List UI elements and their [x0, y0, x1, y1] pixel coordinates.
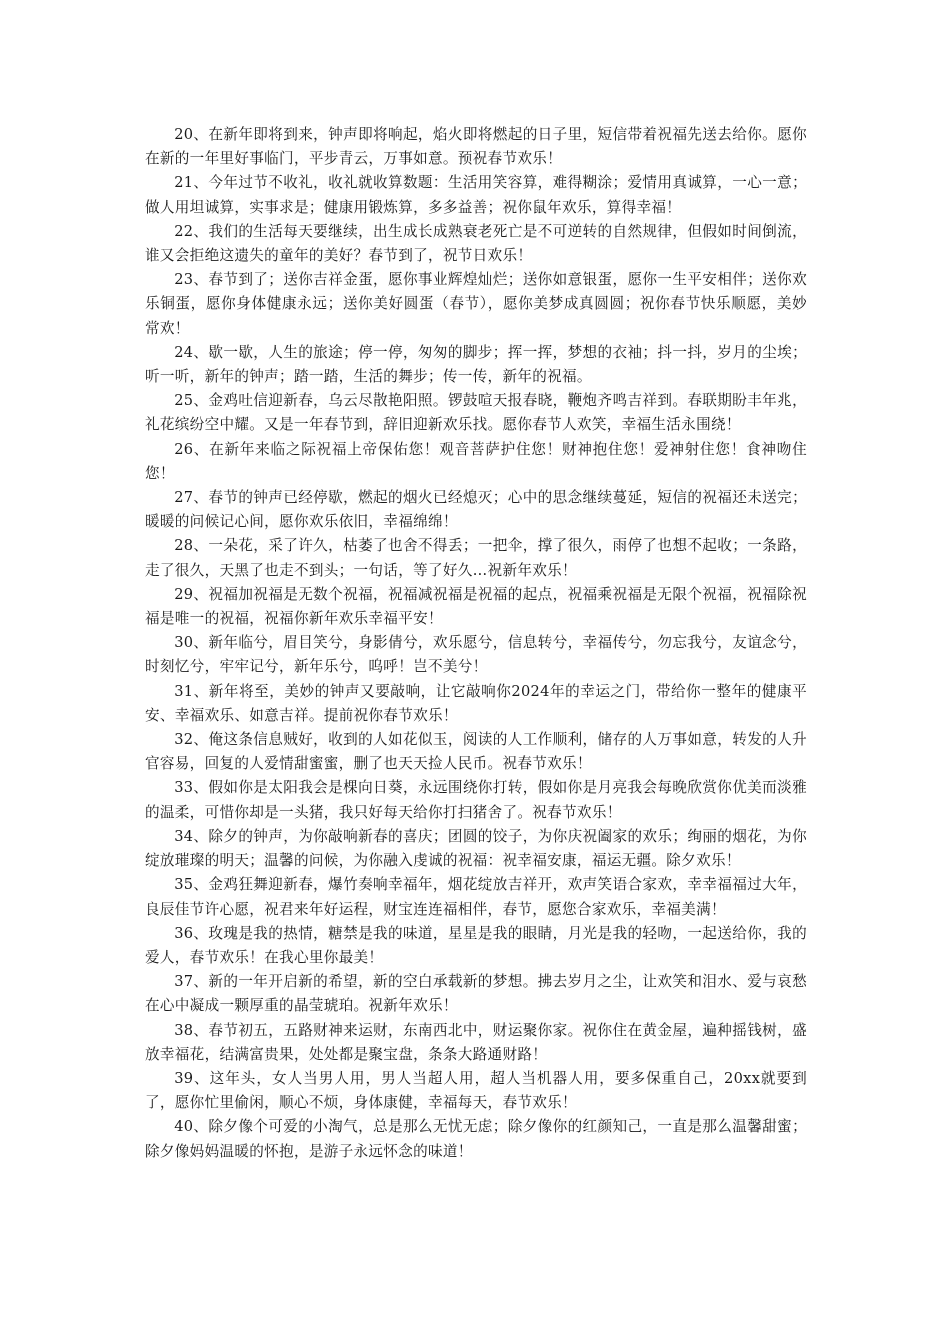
document-body [145, 123, 807, 1164]
greeting-paragraph: 40、除夕像个可爱的小淘气，总是那么无忧无虑；除夕像你的红颜知己，一直是那么温馨甜蜜；除夕像妈妈温暖的怀抱，是游子永远怀念的味道！ [145, 1118, 807, 1160]
greeting-paragraph: 29、祝福加祝福是无数个祝福，祝福减祝福是祝福的起点，祝福乘祝福是无限个祝福，祝福除祝福是唯一的祝福，祝福你新年欢乐幸福平安！ [145, 585, 807, 628]
greeting-paragraph: 23、春节到了；送你吉祥金蛋，愿你事业辉煌灿烂；送你如意银蛋，愿你一生平安相伴；送你欢乐铜蛋，愿你身体健康永远；送你美好圆蛋（春节），愿你美梦成真圆圆；祝你春节快乐顺愿，美妙常欢！ [145, 271, 807, 337]
greeting-paragraph: 35、金鸡狂舞迎新春，爆竹奏响幸福年，烟花绽放吉祥开，欢声笑语合家欢，幸幸福福过大年，良辰佳节许心愿，祝君来年好运程，财宝连连福相伴，春节，愿您合家欢乐，幸福美满！ [145, 876, 807, 918]
greeting-paragraph: 21、今年过节不收礼，收礼就收算数题：生活用笑容算，难得糊涂；爱情用真诚算，一心一意；做人用坦诚算，实事求是；健康用锻炼算，多多益善；祝你鼠年欢乐，算得幸福！ [145, 174, 807, 216]
greeting-paragraph: 33、假如你是太阳我会是棵向日葵，永远围绕你打转，假如你是月亮我会每晚欣赏你优美而淡雅的温柔，可惜你却是一头猪，我只好每天给你打扫猪舍了。祝春节欢乐！ [145, 779, 807, 821]
greeting-paragraph: 27、春节的钟声已经停歇，燃起的烟火已经熄灭；心中的思念继续蔓延，短信的祝福还未送完；暖暖的问候记心间，愿你欢乐依旧，幸福绵绵！ [145, 489, 807, 531]
greeting-paragraph: 39、这年头，女人当男人用，男人当超人用，超人当机器人用，要多保重自己，20xx就要到了，愿你忙里偷闲，顺心不烦，身体康健，幸福每天，春节欢乐！ [145, 1069, 807, 1112]
greeting-paragraph: 20、在新年即将到来，钟声即将响起，焰火即将燃起的日子里，短信带着祝福先送去给你。愿你在新的一年里好事临门，平步青云，万事如意。预祝春节欢乐！ [145, 126, 807, 168]
greeting-paragraph: 22、我们的生活每天要继续，出生成长成熟衰老死亡是不可逆转的自然规律，但假如时间倒流，谁又会拒绝这遗失的童年的美好？春节到了，祝节日欢乐！ [145, 222, 807, 265]
greeting-paragraph: 34、除夕的钟声，为你敲响新春的喜庆；团圆的饺子，为你庆祝阖家的欢乐；绚丽的烟花，为你绽放璀璨的明天；温馨的问候，为你融入虔诚的祝福：祝幸福安康，福运无疆。除夕欢乐！ [145, 827, 807, 870]
greeting-paragraph: 31、新年将至，美妙的钟声又要敲响，让它敲响你2024年的幸运之门，带给你一整年的健康平安、幸福欢乐、如意吉祥。提前祝你春节欢乐！ [145, 682, 807, 724]
greeting-paragraph: 25、金鸡吐信迎新春，乌云尽散艳阳照。锣鼓喧天报春晓，鞭炮齐鸣吉祥到。春联期盼丰年兆，礼花缤纷空中耀。又是一年春节到，辞旧迎新欢乐找。愿你春节人欢笑，幸福生活永围绕！ [145, 392, 807, 434]
greeting-paragraph: 26、在新年来临之际祝福上帝保佑您！观音菩萨护住您！财神抱住您！爱神射住您！食神吻住您！ [145, 440, 807, 482]
greeting-paragraph: 24、歇一歇，人生的旅途；停一停，匆匆的脚步；挥一挥，梦想的衣袖；抖一抖，岁月的尘埃；听一听，新年的钟声；踏一踏，生活的舞步；传一传，新年的祝福。 [145, 343, 807, 386]
greeting-paragraph: 28、一朵花，采了许久，枯萎了也舍不得丢；一把伞，撑了很久，雨停了也想不起收；一条路，走了很久，天黑了也走不到头；一句话，等了好久…祝新年欢乐！ [145, 537, 807, 579]
greeting-paragraph: 37、新的一年开启新的希望，新的空白承载新的梦想。拂去岁月之尘，让欢笑和泪水、爱与哀愁在心中凝成一颗厚重的晶莹琥珀。祝新年欢乐！ [145, 973, 807, 1015]
greeting-paragraph: 38、春节初五，五路财神来运财，东南西北中，财运聚你家。祝你住在黄金屋，遍种摇钱树，盛放幸福花，结满富贵果，处处都是聚宝盘，条条大路通财路！ [145, 1021, 807, 1063]
greeting-paragraph: 32、俺这条信息贼好，收到的人如花似玉，阅读的人工作顺利，储存的人万事如意，转发的人升官容易，回复的人爱情甜蜜蜜，删了也天天捡人民币。祝春节欢乐！ [145, 731, 807, 773]
greeting-paragraph: 36、玫瑰是我的热情，糖禁是我的味道，星星是我的眼睛，月光是我的轻吻，一起送给你，我的爱人，春节欢乐！在我心里你最美！ [145, 924, 807, 966]
greeting-paragraph: 30、新年临兮，眉目笑兮，身影倩兮，欢乐愿兮，信息转兮，幸福传兮，勿忘我兮，友谊念兮，时刻忆兮，牢牢记兮，新年乐兮，呜呼！岂不美兮！ [145, 634, 807, 676]
